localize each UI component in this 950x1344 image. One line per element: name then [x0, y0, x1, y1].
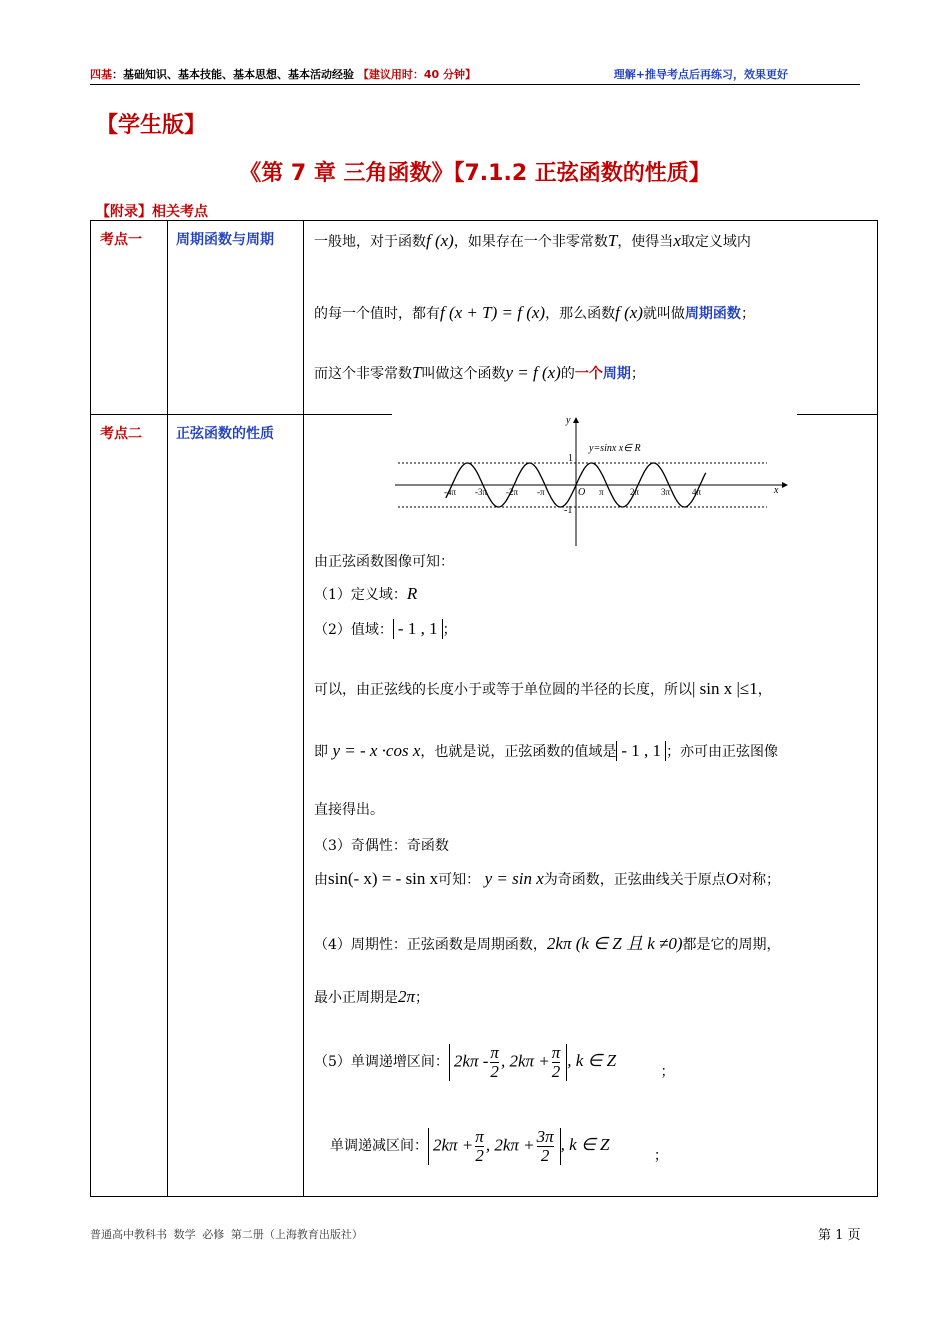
table-row — [91, 221, 878, 415]
footer-text: 普通高中教科书 数学 必修 第二册（上海教育出版社） — [90, 1228, 363, 1241]
row1-content: 一般地，对于函数f (x)，如果存在一个非零常数T，使得当x取定义域内 的每一个值时，都有f (x + T) = f (x)，那么函数f (x)就叫做周期函数； 而这个非零常数T叫做这个函数y = f (x)的一个周期； — [304, 221, 878, 415]
row1-tag: 考点一 — [100, 232, 142, 248]
sine-graph — [392, 413, 797, 548]
row2-tag: 考点二 — [100, 426, 142, 442]
header-prefix: 四基 — [90, 68, 112, 81]
header-suggest: 【建议用时：40 分钟】 — [357, 68, 476, 81]
title-section: 【7.1.2 正弦函数的性质】 — [453, 161, 711, 186]
knowledge-table — [90, 220, 878, 1197]
svg-text:1: 1 — [568, 453, 573, 464]
decreasing-interval: 单调递减区间： 2kπ + $\frac{\pi}{2}$ , 2kπ + $\frac{3\pi}{2}$ , k ∈ Z ； — [330, 1126, 668, 1165]
graph-caption: y=sinx x∈ R — [589, 443, 641, 454]
table-row — [91, 415, 878, 1197]
graph-tick-label: 2π — [630, 487, 640, 497]
page-title — [0, 156, 950, 187]
svg-text:-1: -1 — [564, 505, 573, 516]
page-number: 第 1 页 — [818, 1228, 861, 1243]
graph-tick-label: 3π — [661, 487, 671, 497]
graph-tick-label: -π — [537, 487, 545, 497]
page-header — [90, 66, 860, 85]
svg-text:x: x — [774, 485, 779, 496]
svg-text:O: O — [578, 487, 586, 498]
increasing-interval: （5）单调递增区间： 2kπ - $\frac{\pi}{2}$ , 2kπ + $\frac{\pi}{2}$ , k ∈ Z ； — [314, 1042, 675, 1081]
graph-tick-label: -4π — [444, 487, 457, 497]
term-period: 周期 — [602, 366, 631, 382]
row2-name: 正弦函数的性质 — [176, 426, 274, 442]
graph-intro: 由正弦函数图像可知： — [314, 554, 454, 570]
row1-name: 周期函数与周期 — [176, 232, 274, 248]
graph-tick-label: -2π — [506, 487, 519, 497]
term-periodic-function: 周期函数 — [684, 306, 741, 322]
header-right: 理解+推导考点后再练习，效果更好 — [613, 68, 788, 81]
graph-tick-label: 4π — [692, 487, 702, 497]
row2-content: y x y=sinx x∈ R 1 -1 O -4π -3π -2π -π π 2π 3π 4π 由正弦函数图像可知： （1）定义域：R （2）值域： - 1 , 1 ； 可以，由正弦线的长度小于或等于单位圆的半径的长度，所以| sin x |≤1， 即 y = - x ·cos x，也就是说，正弦函数的值域是 - 1 , 1 ；亦可由正弦图像 直接得出。 （3）奇偶性：奇函数 由sin(- x) = - sin x可知： y = sin x为奇函数，正弦曲线关于原点O对称； （4）周期性：正弦函数是周期函数，2kπ (k ∈ Z 且 k ≠0)都是它的周期， 最小正周期是2π； （5）单调递增区间： 2kπ - $\frac{\pi}{2}$ , 2kπ + $\frac{\pi}{2}$ , k ∈ Z ； 单调递减区间： 2kπ + $\frac{\pi}{2}$ , 2kπ + $\frac{3\pi}{2}$ , k ∈ Z ； — [304, 415, 878, 1197]
svg-text:y: y — [566, 415, 571, 426]
graph-tick-label: -3π — [475, 487, 488, 497]
graph-tick-label: π — [599, 487, 604, 497]
title-chapter: 《第 7 章 三角函数》 — [239, 161, 454, 186]
edition-label: 【学生版】 — [96, 113, 207, 138]
header-text: ：基础知识、基本技能、基本思想、基本活动经验 — [112, 68, 354, 81]
appendix-label: 【附录】相关考点 — [96, 204, 208, 220]
